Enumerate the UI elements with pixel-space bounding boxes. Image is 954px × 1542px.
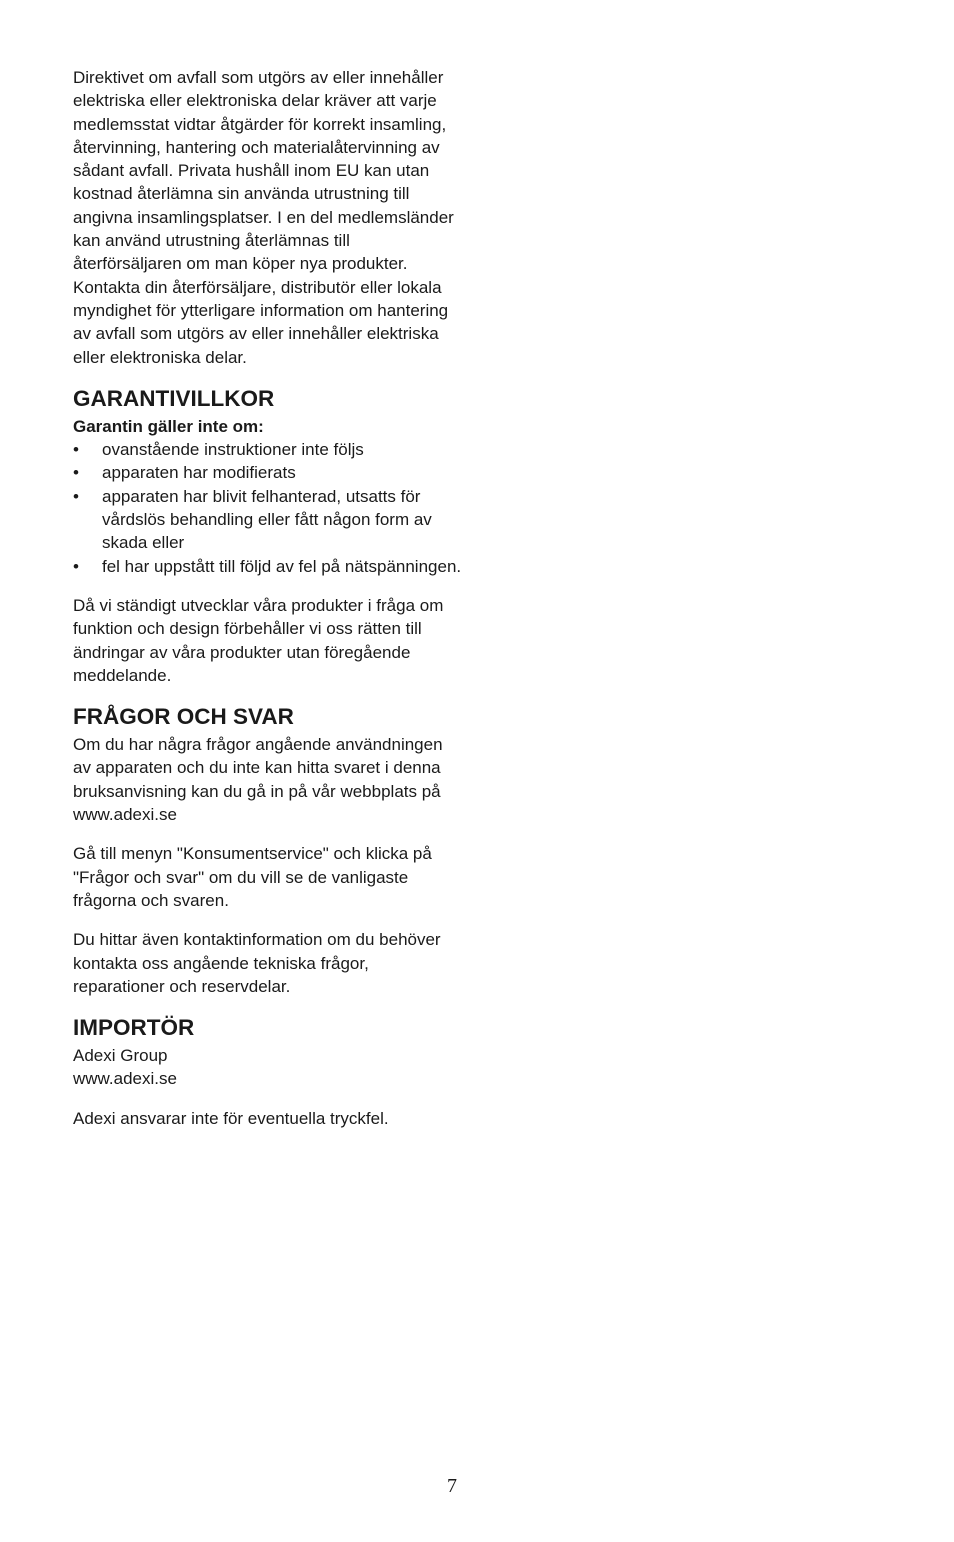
list-item-text: apparaten har blivit felhanterad, utsatts för vårdslös behandling eller fått någon form av skada eller [102, 486, 432, 553]
warranty-exclusions-list [73, 438, 463, 578]
list-item [73, 438, 463, 461]
list-item-text: apparaten har modifierats [102, 463, 296, 483]
weee-directive-paragraph: Direktivet om avfall som utgörs av eller innehåller elektriska eller elektroniska delar kräver att varje medlemsstat vidtar åtgärder för korrekt insamling, återvinning, hantering och materialåtervinning av sådant avfall. Privata hushåll inom EU kan utan kostnad återlämna sin använda utrustning till angivna insamlingsplatser. I en del medlemsländer kan använd utrustning återlämnas till återförsäljaren om man köper nya produkter. Kontakta din återförsäljare, distributör eller lokala myndighet för ytterligare information om hantering av avfall som utgörs av eller innehåller elektriska eller elektroniska delar. [73, 68, 454, 367]
warranty-heading: GARANTIVILLKOR [73, 385, 275, 411]
product-changes-note: Då vi ständigt utvecklar våra produkter i fråga om funktion och design förbehåller vi oss rätten till ändringar av våra produkter utan föregående meddelande. [73, 595, 444, 685]
importer-company: Adexi Group [73, 1046, 168, 1066]
bullet-icon: • [73, 440, 79, 460]
manual-text-column [73, 66, 463, 1130]
bullet-icon: • [73, 556, 79, 576]
faq-paragraph-contact: Du hittar även kontaktinformation om du behöver kontakta oss angående tekniska frågor, reparationer och reservdelar. [73, 930, 441, 996]
list-item [73, 555, 463, 578]
warranty-subheading: Garantin gäller inte om: [73, 416, 264, 436]
faq-paragraph-website: Om du har några frågor angående användningen av apparaten och du inte kan hitta svaret i denna bruksanvisning kan du gå in på vår webbplats på www.adexi.se [73, 735, 443, 825]
bullet-icon: • [73, 463, 79, 483]
list-item [73, 461, 463, 484]
faq-paragraph-menu: Gå till menyn "Konsumentservice" och klicka på "Frågor och svar" om du vill se de vanligaste frågorna och svaren. [73, 844, 432, 910]
importer-website: www.adexi.se [73, 1069, 177, 1089]
faq-heading: FRÅGOR OCH SVAR [73, 704, 294, 730]
list-item-text: fel har uppstått till följd av fel på nätspänningen. [102, 556, 462, 576]
importer-heading: IMPORTÖR [73, 1015, 195, 1041]
bullet-icon: • [73, 486, 79, 506]
list-item [73, 485, 463, 555]
page-number: 7 [447, 1475, 457, 1497]
list-item-text: ovanstående instruktioner inte följs [102, 440, 364, 460]
misprint-disclaimer: Adexi ansvarar inte för eventuella tryckfel. [73, 1108, 389, 1128]
